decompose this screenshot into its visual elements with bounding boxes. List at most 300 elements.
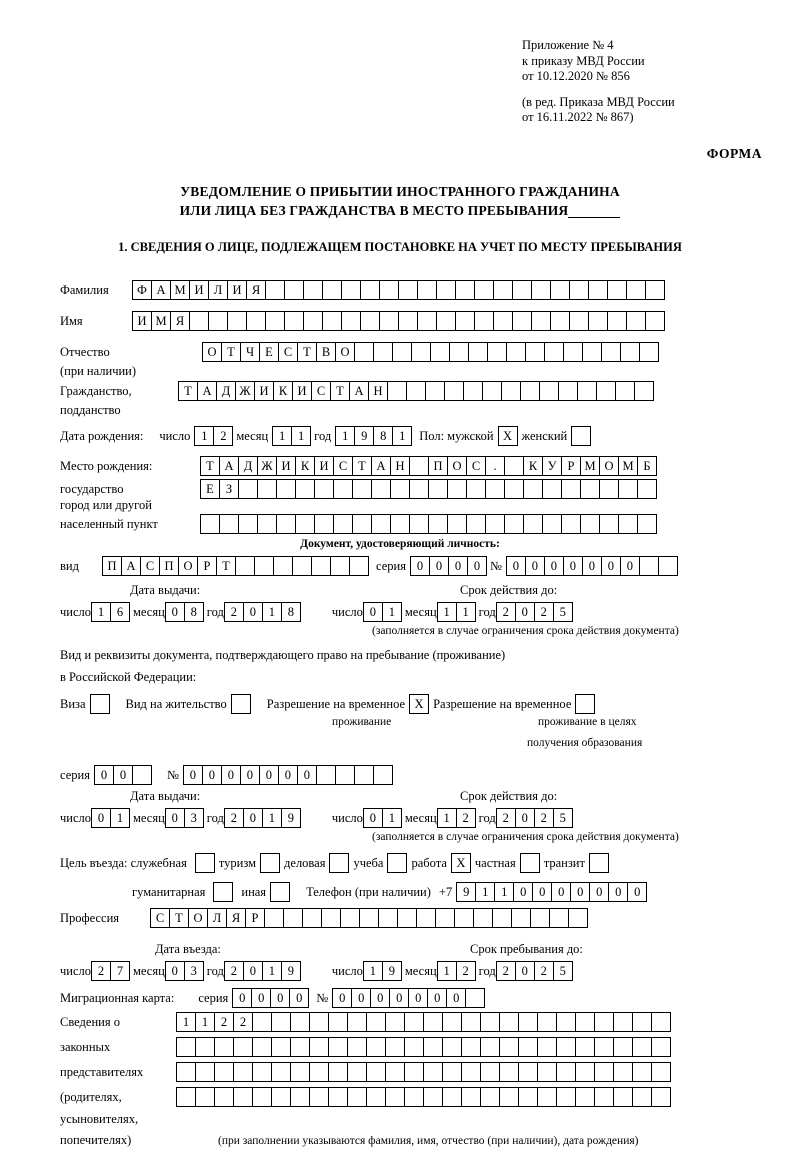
cell[interactable]: Я (246, 280, 266, 300)
cell[interactable]: 1 (91, 602, 111, 622)
cell[interactable] (132, 765, 152, 785)
cell[interactable]: 0 (544, 556, 564, 576)
cell[interactable] (417, 311, 437, 331)
cell[interactable] (537, 1062, 557, 1082)
cell[interactable]: П (102, 556, 122, 576)
cell[interactable] (423, 1037, 443, 1057)
purpose-official-checkbox[interactable] (195, 853, 215, 873)
cell[interactable]: 0 (506, 556, 526, 576)
cell[interactable] (626, 280, 646, 300)
cell[interactable]: 6 (110, 602, 130, 622)
cell[interactable]: 0 (94, 765, 114, 785)
cell[interactable] (354, 765, 374, 785)
cell[interactable] (518, 1087, 538, 1107)
cell[interactable] (634, 381, 654, 401)
cell[interactable] (531, 311, 551, 331)
birthplace-cells-row1[interactable] (200, 456, 656, 476)
cell[interactable]: Е (259, 342, 279, 362)
cell[interactable] (398, 280, 418, 300)
cell[interactable] (409, 456, 429, 476)
cell[interactable]: 1 (437, 961, 457, 981)
cell[interactable] (569, 280, 589, 300)
cell[interactable] (465, 988, 485, 1008)
cell[interactable]: В (316, 342, 336, 362)
permit-number-cells[interactable] (183, 765, 392, 785)
cell[interactable] (257, 479, 277, 499)
cell[interactable] (512, 280, 532, 300)
cell[interactable] (390, 479, 410, 499)
cell[interactable]: Ч (240, 342, 260, 362)
residence-permit-checkbox[interactable] (231, 694, 251, 714)
temporary-residence-checkbox[interactable]: X (409, 694, 429, 714)
cell[interactable]: 2 (534, 808, 554, 828)
cell[interactable] (321, 908, 341, 928)
cell[interactable] (290, 1037, 310, 1057)
cell[interactable] (417, 280, 437, 300)
cell[interactable] (411, 342, 431, 362)
cell[interactable] (520, 381, 540, 401)
cell[interactable] (499, 1087, 519, 1107)
cell[interactable]: 2 (534, 961, 554, 981)
cell[interactable] (264, 908, 284, 928)
cell[interactable]: И (132, 311, 152, 331)
cell[interactable]: З (219, 479, 239, 499)
cell[interactable] (485, 514, 505, 534)
cell[interactable]: 1 (475, 882, 495, 902)
cell[interactable] (499, 1012, 519, 1032)
cell[interactable]: 2 (496, 602, 516, 622)
cell[interactable]: О (599, 456, 619, 476)
cell[interactable]: 0 (259, 765, 279, 785)
cell[interactable]: 0 (243, 602, 263, 622)
cell[interactable]: 0 (515, 961, 535, 981)
cell[interactable] (550, 280, 570, 300)
cell[interactable] (626, 311, 646, 331)
cell[interactable] (314, 514, 334, 534)
cell[interactable] (499, 1062, 519, 1082)
cell[interactable] (580, 479, 600, 499)
cell[interactable]: Т (221, 342, 241, 362)
cell[interactable]: Л (208, 280, 228, 300)
cell[interactable] (284, 311, 304, 331)
cell[interactable] (265, 280, 285, 300)
cell[interactable] (639, 556, 659, 576)
cell[interactable] (618, 479, 638, 499)
cell[interactable]: 2 (213, 426, 233, 446)
cell[interactable] (485, 479, 505, 499)
cell[interactable] (512, 311, 532, 331)
cell[interactable] (233, 1087, 253, 1107)
doc-kind-cells[interactable] (102, 556, 368, 576)
cell[interactable] (359, 908, 379, 928)
cell[interactable] (637, 514, 657, 534)
cell[interactable]: А (219, 456, 239, 476)
cell[interactable] (561, 514, 581, 534)
cell[interactable]: 0 (627, 882, 647, 902)
cell[interactable] (537, 1037, 557, 1057)
cell[interactable] (569, 311, 589, 331)
cell[interactable] (463, 381, 483, 401)
cell[interactable] (645, 280, 665, 300)
cell[interactable] (461, 1062, 481, 1082)
surname-cells[interactable] (132, 280, 664, 300)
cell[interactable]: М (151, 311, 171, 331)
cell[interactable] (474, 280, 494, 300)
cell[interactable] (352, 514, 372, 534)
doc-valid-month-cells[interactable] (437, 602, 475, 622)
cell[interactable] (530, 908, 550, 928)
cell[interactable] (461, 1037, 481, 1057)
cell[interactable]: М (580, 456, 600, 476)
cell[interactable] (487, 342, 507, 362)
cell[interactable]: 2 (456, 961, 476, 981)
cell[interactable] (347, 1062, 367, 1082)
cell[interactable]: 2 (224, 602, 244, 622)
cell[interactable] (556, 1012, 576, 1032)
cell[interactable]: 0 (289, 988, 309, 1008)
cell[interactable] (200, 514, 220, 534)
cell[interactable] (550, 311, 570, 331)
cell[interactable] (577, 381, 597, 401)
cell[interactable] (601, 342, 621, 362)
cell[interactable] (252, 1037, 272, 1057)
cell[interactable] (468, 342, 488, 362)
cell[interactable] (409, 479, 429, 499)
cell[interactable]: Б (637, 456, 657, 476)
cell[interactable]: 1 (262, 808, 282, 828)
cell[interactable]: П (159, 556, 179, 576)
doc-issue-year-cells[interactable] (224, 602, 300, 622)
cell[interactable] (283, 908, 303, 928)
purpose-study-checkbox[interactable] (387, 853, 407, 873)
cell[interactable]: 9 (456, 882, 476, 902)
cell[interactable] (378, 908, 398, 928)
cell[interactable]: П (428, 456, 448, 476)
cell[interactable] (575, 1012, 595, 1032)
cell[interactable] (416, 908, 436, 928)
cell[interactable]: А (121, 556, 141, 576)
cell[interactable]: 1 (262, 602, 282, 622)
cell[interactable] (575, 1087, 595, 1107)
cell[interactable] (219, 514, 239, 534)
cell[interactable] (316, 765, 336, 785)
cell[interactable] (637, 479, 657, 499)
cell[interactable] (436, 280, 456, 300)
cell[interactable]: Т (178, 381, 198, 401)
cell[interactable] (466, 479, 486, 499)
stay-year-cells[interactable] (496, 961, 572, 981)
cell[interactable]: 1 (437, 808, 457, 828)
cell[interactable] (404, 1062, 424, 1082)
cell[interactable] (442, 1037, 462, 1057)
cell[interactable] (366, 1037, 386, 1057)
purpose-work-checkbox[interactable]: X (451, 853, 471, 873)
cell[interactable]: 0 (221, 765, 241, 785)
cell[interactable]: 9 (281, 961, 301, 981)
cell[interactable] (580, 514, 600, 534)
cell[interactable] (189, 311, 209, 331)
cell[interactable] (235, 556, 255, 576)
legal-rep-cells-row1[interactable] (176, 1012, 670, 1032)
cell[interactable]: Н (390, 456, 410, 476)
cell[interactable] (504, 479, 524, 499)
cell[interactable] (385, 1087, 405, 1107)
cell[interactable] (246, 311, 266, 331)
cell[interactable] (594, 1087, 614, 1107)
purpose-transit-checkbox[interactable] (589, 853, 609, 873)
cell[interactable] (328, 1037, 348, 1057)
legal-rep-cells-row4[interactable] (176, 1087, 670, 1107)
purpose-business-checkbox[interactable] (329, 853, 349, 873)
cell[interactable] (227, 311, 247, 331)
cell[interactable]: К (273, 381, 293, 401)
cell[interactable]: 1 (272, 426, 292, 446)
cell[interactable] (430, 342, 450, 362)
cell[interactable]: И (254, 381, 274, 401)
cell[interactable]: А (197, 381, 217, 401)
cell[interactable] (613, 1012, 633, 1032)
cell[interactable] (454, 908, 474, 928)
cell[interactable] (615, 381, 635, 401)
cell[interactable] (599, 479, 619, 499)
cell[interactable]: 0 (601, 556, 621, 576)
cell[interactable]: 1 (363, 961, 383, 981)
cell[interactable]: 0 (243, 961, 263, 981)
cell[interactable] (252, 1062, 272, 1082)
cell[interactable] (371, 479, 391, 499)
cell[interactable] (379, 280, 399, 300)
cell[interactable]: 1 (291, 426, 311, 446)
cell[interactable] (518, 1037, 538, 1057)
cell[interactable] (575, 1062, 595, 1082)
cell[interactable]: 9 (354, 426, 374, 446)
cell[interactable] (341, 311, 361, 331)
permit-issue-day-cells[interactable] (91, 808, 129, 828)
cell[interactable]: 0 (513, 882, 533, 902)
cell[interactable]: Р (561, 456, 581, 476)
cell[interactable]: И (227, 280, 247, 300)
cell[interactable] (333, 514, 353, 534)
legal-rep-cells-row3[interactable] (176, 1062, 670, 1082)
cell[interactable] (354, 342, 374, 362)
cell[interactable]: С (150, 908, 170, 928)
cell[interactable] (442, 1012, 462, 1032)
cell[interactable] (347, 1087, 367, 1107)
cell[interactable]: О (188, 908, 208, 928)
cell[interactable]: 0 (165, 961, 185, 981)
cell[interactable] (645, 311, 665, 331)
cell[interactable] (523, 514, 543, 534)
cell[interactable] (539, 381, 559, 401)
cell[interactable]: 9 (281, 808, 301, 828)
cell[interactable]: 3 (184, 961, 204, 981)
cell[interactable] (290, 1087, 310, 1107)
cell[interactable] (563, 342, 583, 362)
cell[interactable]: 0 (532, 882, 552, 902)
permit-issue-month-cells[interactable] (165, 808, 203, 828)
cell[interactable]: 1 (262, 961, 282, 981)
cell[interactable] (322, 280, 342, 300)
cell[interactable] (588, 311, 608, 331)
birthplace-cells-row3[interactable] (200, 514, 656, 534)
cell[interactable] (330, 556, 350, 576)
cell[interactable] (594, 1012, 614, 1032)
cell[interactable]: 0 (467, 556, 487, 576)
cell[interactable]: 5 (553, 602, 573, 622)
cell[interactable] (195, 1037, 215, 1057)
cell[interactable] (658, 556, 678, 576)
cell[interactable] (423, 1012, 443, 1032)
cell[interactable]: 0 (515, 808, 535, 828)
cell[interactable] (347, 1012, 367, 1032)
purpose-private-checkbox[interactable] (520, 853, 540, 873)
cell[interactable]: Я (226, 908, 246, 928)
cell[interactable]: О (447, 456, 467, 476)
cell[interactable] (651, 1037, 671, 1057)
cell[interactable]: 8 (281, 602, 301, 622)
cell[interactable] (333, 479, 353, 499)
cell[interactable] (639, 342, 659, 362)
cell[interactable]: Д (238, 456, 258, 476)
cell[interactable] (303, 280, 323, 300)
cell[interactable]: Т (216, 556, 236, 576)
cell[interactable]: 2 (91, 961, 111, 981)
cell[interactable] (575, 1037, 595, 1057)
cell[interactable] (341, 280, 361, 300)
cell[interactable]: 0 (608, 882, 628, 902)
cell[interactable]: А (349, 381, 369, 401)
cell[interactable] (271, 1062, 291, 1082)
cell[interactable] (556, 1037, 576, 1057)
cell[interactable]: 1 (110, 808, 130, 828)
cell[interactable]: С (311, 381, 331, 401)
cell[interactable]: 0 (551, 882, 571, 902)
cell[interactable]: Ж (235, 381, 255, 401)
cell[interactable]: С (140, 556, 160, 576)
cell[interactable] (238, 479, 258, 499)
cell[interactable] (409, 514, 429, 534)
cell[interactable]: Д (216, 381, 236, 401)
cell[interactable] (613, 1087, 633, 1107)
cell[interactable]: О (335, 342, 355, 362)
cell[interactable] (176, 1037, 196, 1057)
cell[interactable] (423, 1087, 443, 1107)
permit-valid-day-cells[interactable] (363, 808, 401, 828)
purpose-other-checkbox[interactable] (270, 882, 290, 902)
cell[interactable]: 1 (494, 882, 514, 902)
cell[interactable] (620, 342, 640, 362)
cell[interactable] (352, 479, 372, 499)
cell[interactable] (594, 1062, 614, 1082)
permit-valid-year-cells[interactable] (496, 808, 572, 828)
cell[interactable] (436, 311, 456, 331)
cell[interactable] (474, 311, 494, 331)
cell[interactable] (347, 1037, 367, 1057)
cell[interactable] (561, 479, 581, 499)
visa-checkbox[interactable] (90, 694, 110, 714)
cell[interactable]: Р (245, 908, 265, 928)
cell[interactable]: А (371, 456, 391, 476)
birthdate-month-cells[interactable] (272, 426, 310, 446)
cell[interactable]: 1 (194, 426, 214, 446)
cell[interactable] (252, 1012, 272, 1032)
cell[interactable] (542, 479, 562, 499)
cell[interactable] (254, 556, 274, 576)
entry-day-cells[interactable] (91, 961, 129, 981)
cell[interactable] (328, 1062, 348, 1082)
cell[interactable]: 0 (515, 602, 535, 622)
cell[interactable] (618, 514, 638, 534)
education-residence-checkbox[interactable] (575, 694, 595, 714)
cell[interactable] (596, 381, 616, 401)
cell[interactable] (582, 342, 602, 362)
cell[interactable]: 0 (351, 988, 371, 1008)
cell[interactable] (537, 1012, 557, 1032)
cell[interactable] (442, 1087, 462, 1107)
cell[interactable]: Е (200, 479, 220, 499)
cell[interactable] (398, 311, 418, 331)
cell[interactable]: К (523, 456, 543, 476)
cell[interactable] (271, 1087, 291, 1107)
cell[interactable]: 1 (195, 1012, 215, 1032)
permit-issue-year-cells[interactable] (224, 808, 300, 828)
cell[interactable] (406, 381, 426, 401)
cell[interactable] (632, 1087, 652, 1107)
cell[interactable] (292, 556, 312, 576)
legal-rep-cells-row2[interactable] (176, 1037, 670, 1057)
cell[interactable] (549, 908, 569, 928)
cell[interactable]: М (618, 456, 638, 476)
cell[interactable] (328, 1087, 348, 1107)
purpose-tourism-checkbox[interactable] (260, 853, 280, 873)
cell[interactable] (607, 280, 627, 300)
cell[interactable] (588, 280, 608, 300)
cell[interactable] (556, 1062, 576, 1082)
cell[interactable] (360, 280, 380, 300)
cell[interactable] (385, 1012, 405, 1032)
cell[interactable] (447, 514, 467, 534)
cell[interactable] (511, 908, 531, 928)
stay-month-cells[interactable] (437, 961, 475, 981)
cell[interactable] (387, 381, 407, 401)
cell[interactable]: 3 (184, 808, 204, 828)
cell[interactable] (366, 1087, 386, 1107)
cell[interactable]: 0 (563, 556, 583, 576)
cell[interactable]: А (151, 280, 171, 300)
stay-day-cells[interactable] (363, 961, 401, 981)
entry-month-cells[interactable] (165, 961, 203, 981)
birthdate-day-cells[interactable] (194, 426, 232, 446)
cell[interactable] (449, 342, 469, 362)
cell[interactable] (366, 1062, 386, 1082)
cell[interactable]: 0 (410, 556, 430, 576)
cell[interactable] (556, 1087, 576, 1107)
cell[interactable]: 0 (202, 765, 222, 785)
cell[interactable] (195, 1062, 215, 1082)
cell[interactable] (480, 1012, 500, 1032)
cell[interactable] (482, 381, 502, 401)
cell[interactable] (373, 342, 393, 362)
cell[interactable]: У (542, 456, 562, 476)
cell[interactable] (238, 514, 258, 534)
cell[interactable]: Ф (132, 280, 152, 300)
cell[interactable] (335, 765, 355, 785)
cell[interactable]: И (189, 280, 209, 300)
cell[interactable] (295, 514, 315, 534)
cell[interactable] (309, 1037, 329, 1057)
cell[interactable]: 0 (370, 988, 390, 1008)
cell[interactable]: 1 (335, 426, 355, 446)
